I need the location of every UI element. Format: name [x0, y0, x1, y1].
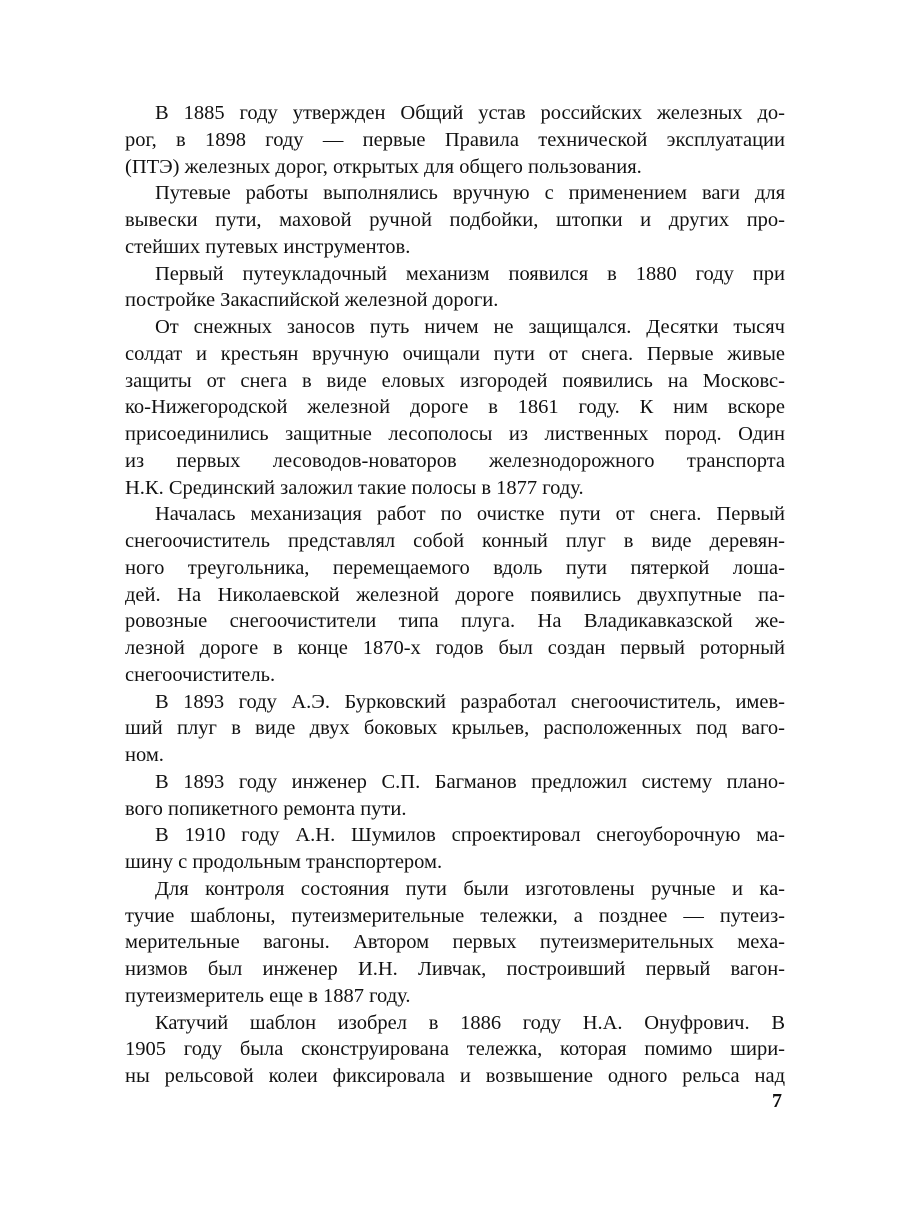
text-line: Катучий шаблон изобрел в 1886 году Н.А. Онуфрович. В: [155, 1011, 785, 1034]
paragraph: [125, 180, 785, 260]
text-line: лезной дороге в конце 1870-х годов был создан первый роторный: [125, 637, 785, 659]
text-line: ко-Нижегородской железной дороге в 1861 году. К ним вскоре: [125, 396, 785, 419]
text-line: 1905 году была сконструирована тележка, которая помимо шири-: [125, 1038, 785, 1061]
text-line: дей. На Николаевской железной дороге появились двухпутные па-: [125, 583, 785, 606]
paragraph: [125, 314, 785, 501]
text-line: вого попикетного ремонта пути.: [125, 797, 407, 820]
text-line: защиты от снега в виде еловых изгородей появились на Московс-: [125, 369, 785, 392]
paragraph: [125, 689, 785, 769]
text-line: тучие шаблоны, путеизмерительные тележки, а позднее — путеиз-: [125, 904, 785, 927]
paragraph: [125, 261, 785, 315]
text-line: От снежных заносов путь ничем не защищался. Десятки тысяч: [155, 316, 785, 338]
page-body-text: [125, 100, 785, 1090]
text-line: постройке Закаспийской железной дороги.: [125, 289, 499, 312]
text-line: ший плуг в виде двух боковых крыльев, расположенных под ваго-: [125, 717, 785, 740]
paragraph: [125, 100, 785, 180]
text-line: присоединились защитные лесополосы из лиственных пород. Один: [125, 423, 785, 445]
text-line: ровозные снегоочистители типа плуга. На Владикавказской же-: [125, 610, 785, 633]
text-line: мерительные вагоны. Автором первых путеизмерительных меха-: [125, 931, 785, 954]
text-line: Путевые работы выполнялись вручную с применением ваги для: [155, 182, 785, 205]
text-line: В 1893 году инженер С.П. Багманов предложил систему плано-: [155, 770, 785, 793]
text-line: ного треугольника, перемещаемого вдоль пути пятеркой лоша-: [125, 556, 785, 579]
text-line: Для контроля состояния пути были изготовлены ручные и ка-: [155, 877, 785, 900]
text-line: снегоочиститель.: [125, 663, 276, 686]
text-line: Началась механизация работ по очистке пути от снега. Первый: [155, 503, 785, 526]
text-line: Н.К. Срединский заложил такие полосы в 1877 году.: [125, 476, 584, 499]
text-line: В 1893 году А.Э. Бурковский разработал снегоочиститель, имев-: [155, 690, 785, 713]
paragraph: [125, 1010, 785, 1090]
text-line: ном.: [125, 744, 164, 766]
text-line: рог, в 1898 году — первые Правила технической эксплуатации: [125, 128, 785, 151]
text-line: Первый путеукладочный механизм появился в 1880 году при: [155, 262, 785, 285]
paragraph: [125, 769, 785, 823]
text-line: В 1885 году утвержден Общий устав российских железных до-: [155, 102, 785, 124]
text-line: (ПТЭ) железных дорог, открытых для общего пользования.: [125, 155, 642, 178]
text-line: шину с продольным транспортером.: [125, 851, 443, 873]
paragraph: [125, 501, 785, 688]
text-line: низмов был инженер И.Н. Ливчак, построивший первый вагон-: [125, 958, 785, 980]
text-line: стейших путевых инструментов.: [125, 235, 411, 258]
text-line: из первых лесоводов-новаторов железнодорожного транспорта: [125, 449, 785, 472]
text-line: снегоочиститель представлял собой конный плуг в виде деревян-: [125, 530, 785, 552]
page-number: 7: [772, 1090, 782, 1112]
paragraph: [125, 876, 785, 1010]
text-line: путеизмеритель еще в 1887 году.: [125, 984, 411, 1007]
text-line: солдат и крестьян вручную очищали пути от снега. Первые живые: [125, 342, 785, 365]
text-line: вывески пути, маховой ручной подбойки, штопки и других про-: [125, 209, 785, 231]
paragraph: [125, 822, 785, 876]
text-line: ны рельсовой колеи фиксировала и возвышение одного рельса над: [125, 1065, 785, 1087]
text-line: В 1910 году А.Н. Шумилов спроектировал снегоуборочную ма-: [155, 824, 785, 847]
